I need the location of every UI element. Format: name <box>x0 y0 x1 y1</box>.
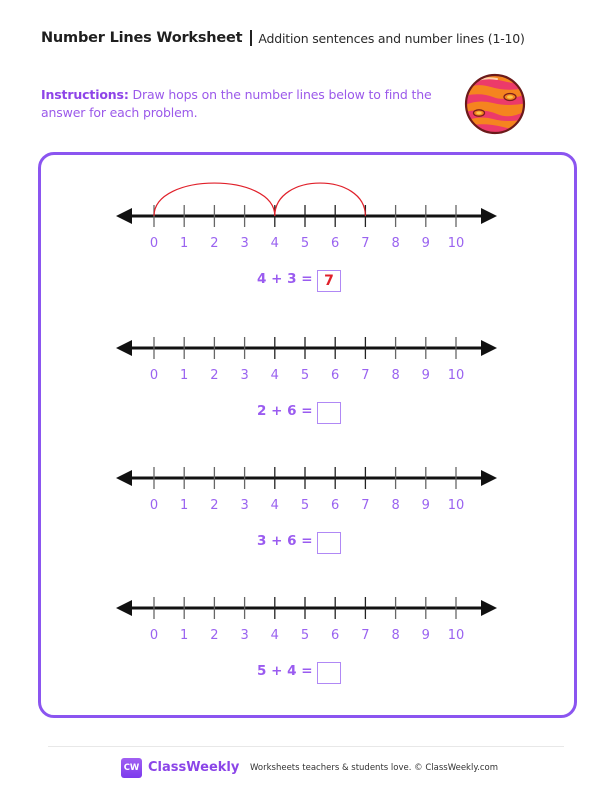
tick-label: 10 <box>447 368 465 383</box>
tick-label: 6 <box>331 236 340 251</box>
equation-text: 4 + 3 = <box>257 271 313 287</box>
tick-label: 0 <box>149 628 159 643</box>
instructions-lead: Instructions: <box>41 87 129 102</box>
tick-label: 5 <box>300 628 310 643</box>
tick-label: 1 <box>180 628 189 643</box>
arrow-right-icon <box>481 600 497 616</box>
tick-label: 0 <box>149 368 159 383</box>
tick-label: 2 <box>210 628 219 643</box>
tick-label: 2 <box>210 236 219 251</box>
worksheet-title: Number Lines Worksheet <box>41 30 243 46</box>
tick-label: 0 <box>149 236 159 251</box>
tick-label: 1 <box>180 236 189 251</box>
tick-label: 8 <box>391 498 400 513</box>
tick-label: 1 <box>180 498 189 513</box>
equation-text: 5 + 4 = <box>257 663 313 679</box>
tick-label: 9 <box>421 368 430 383</box>
tick-label: 7 <box>361 628 370 643</box>
tick-label: 4 <box>270 498 279 513</box>
tick-label: 7 <box>361 236 370 251</box>
tick-label: 5 <box>300 368 310 383</box>
tick-label: 2 <box>210 368 219 383</box>
answer-box[interactable]: 7 <box>317 270 341 292</box>
arrow-left-icon <box>116 600 132 616</box>
equation-text: 3 + 6 = <box>257 533 313 549</box>
instructions-text: Draw hops on the number lines below to find the answer for each problem. <box>41 87 432 120</box>
tick-label: 3 <box>240 498 249 513</box>
tick-label: 3 <box>240 236 249 251</box>
footer-tagline: Worksheets teachers & students love. © ClassWeekly.com <box>250 763 499 773</box>
classweekly-logo-icon: CW <box>121 758 142 778</box>
tick-label: 5 <box>300 236 310 251</box>
tick-label: 10 <box>447 236 465 251</box>
tick-label: 9 <box>421 628 430 643</box>
tick-label: 4 <box>270 628 279 643</box>
tick-label: 3 <box>240 368 249 383</box>
tick-label: 4 <box>270 236 279 251</box>
tick-label: 8 <box>391 236 400 251</box>
tick-label: 6 <box>331 498 340 513</box>
tick-label: 9 <box>421 498 430 513</box>
tick-label: 5 <box>300 498 310 513</box>
tick-label: 6 <box>331 368 340 383</box>
equation-text: 2 + 6 = <box>257 403 313 419</box>
tick-label: 6 <box>331 628 340 643</box>
tick-label: 2 <box>210 498 219 513</box>
tick-label: 4 <box>270 368 279 383</box>
footer-divider <box>48 746 564 747</box>
tick-label: 7 <box>361 498 370 513</box>
tick-label: 10 <box>447 628 465 643</box>
tick-label: 0 <box>149 498 159 513</box>
tick-label: 1 <box>180 368 189 383</box>
answer-box[interactable] <box>317 662 341 684</box>
tick-label: 7 <box>361 368 370 383</box>
worksheet-subtitle: Addition sentences and number lines (1-10) <box>258 30 525 46</box>
tick-label: 9 <box>421 236 430 251</box>
brand-name: ClassWeekly <box>148 760 240 775</box>
tick-label: 3 <box>240 628 249 643</box>
tick-label: 8 <box>391 368 400 383</box>
tick-label: 10 <box>447 498 465 513</box>
tick-label: 8 <box>391 628 400 643</box>
